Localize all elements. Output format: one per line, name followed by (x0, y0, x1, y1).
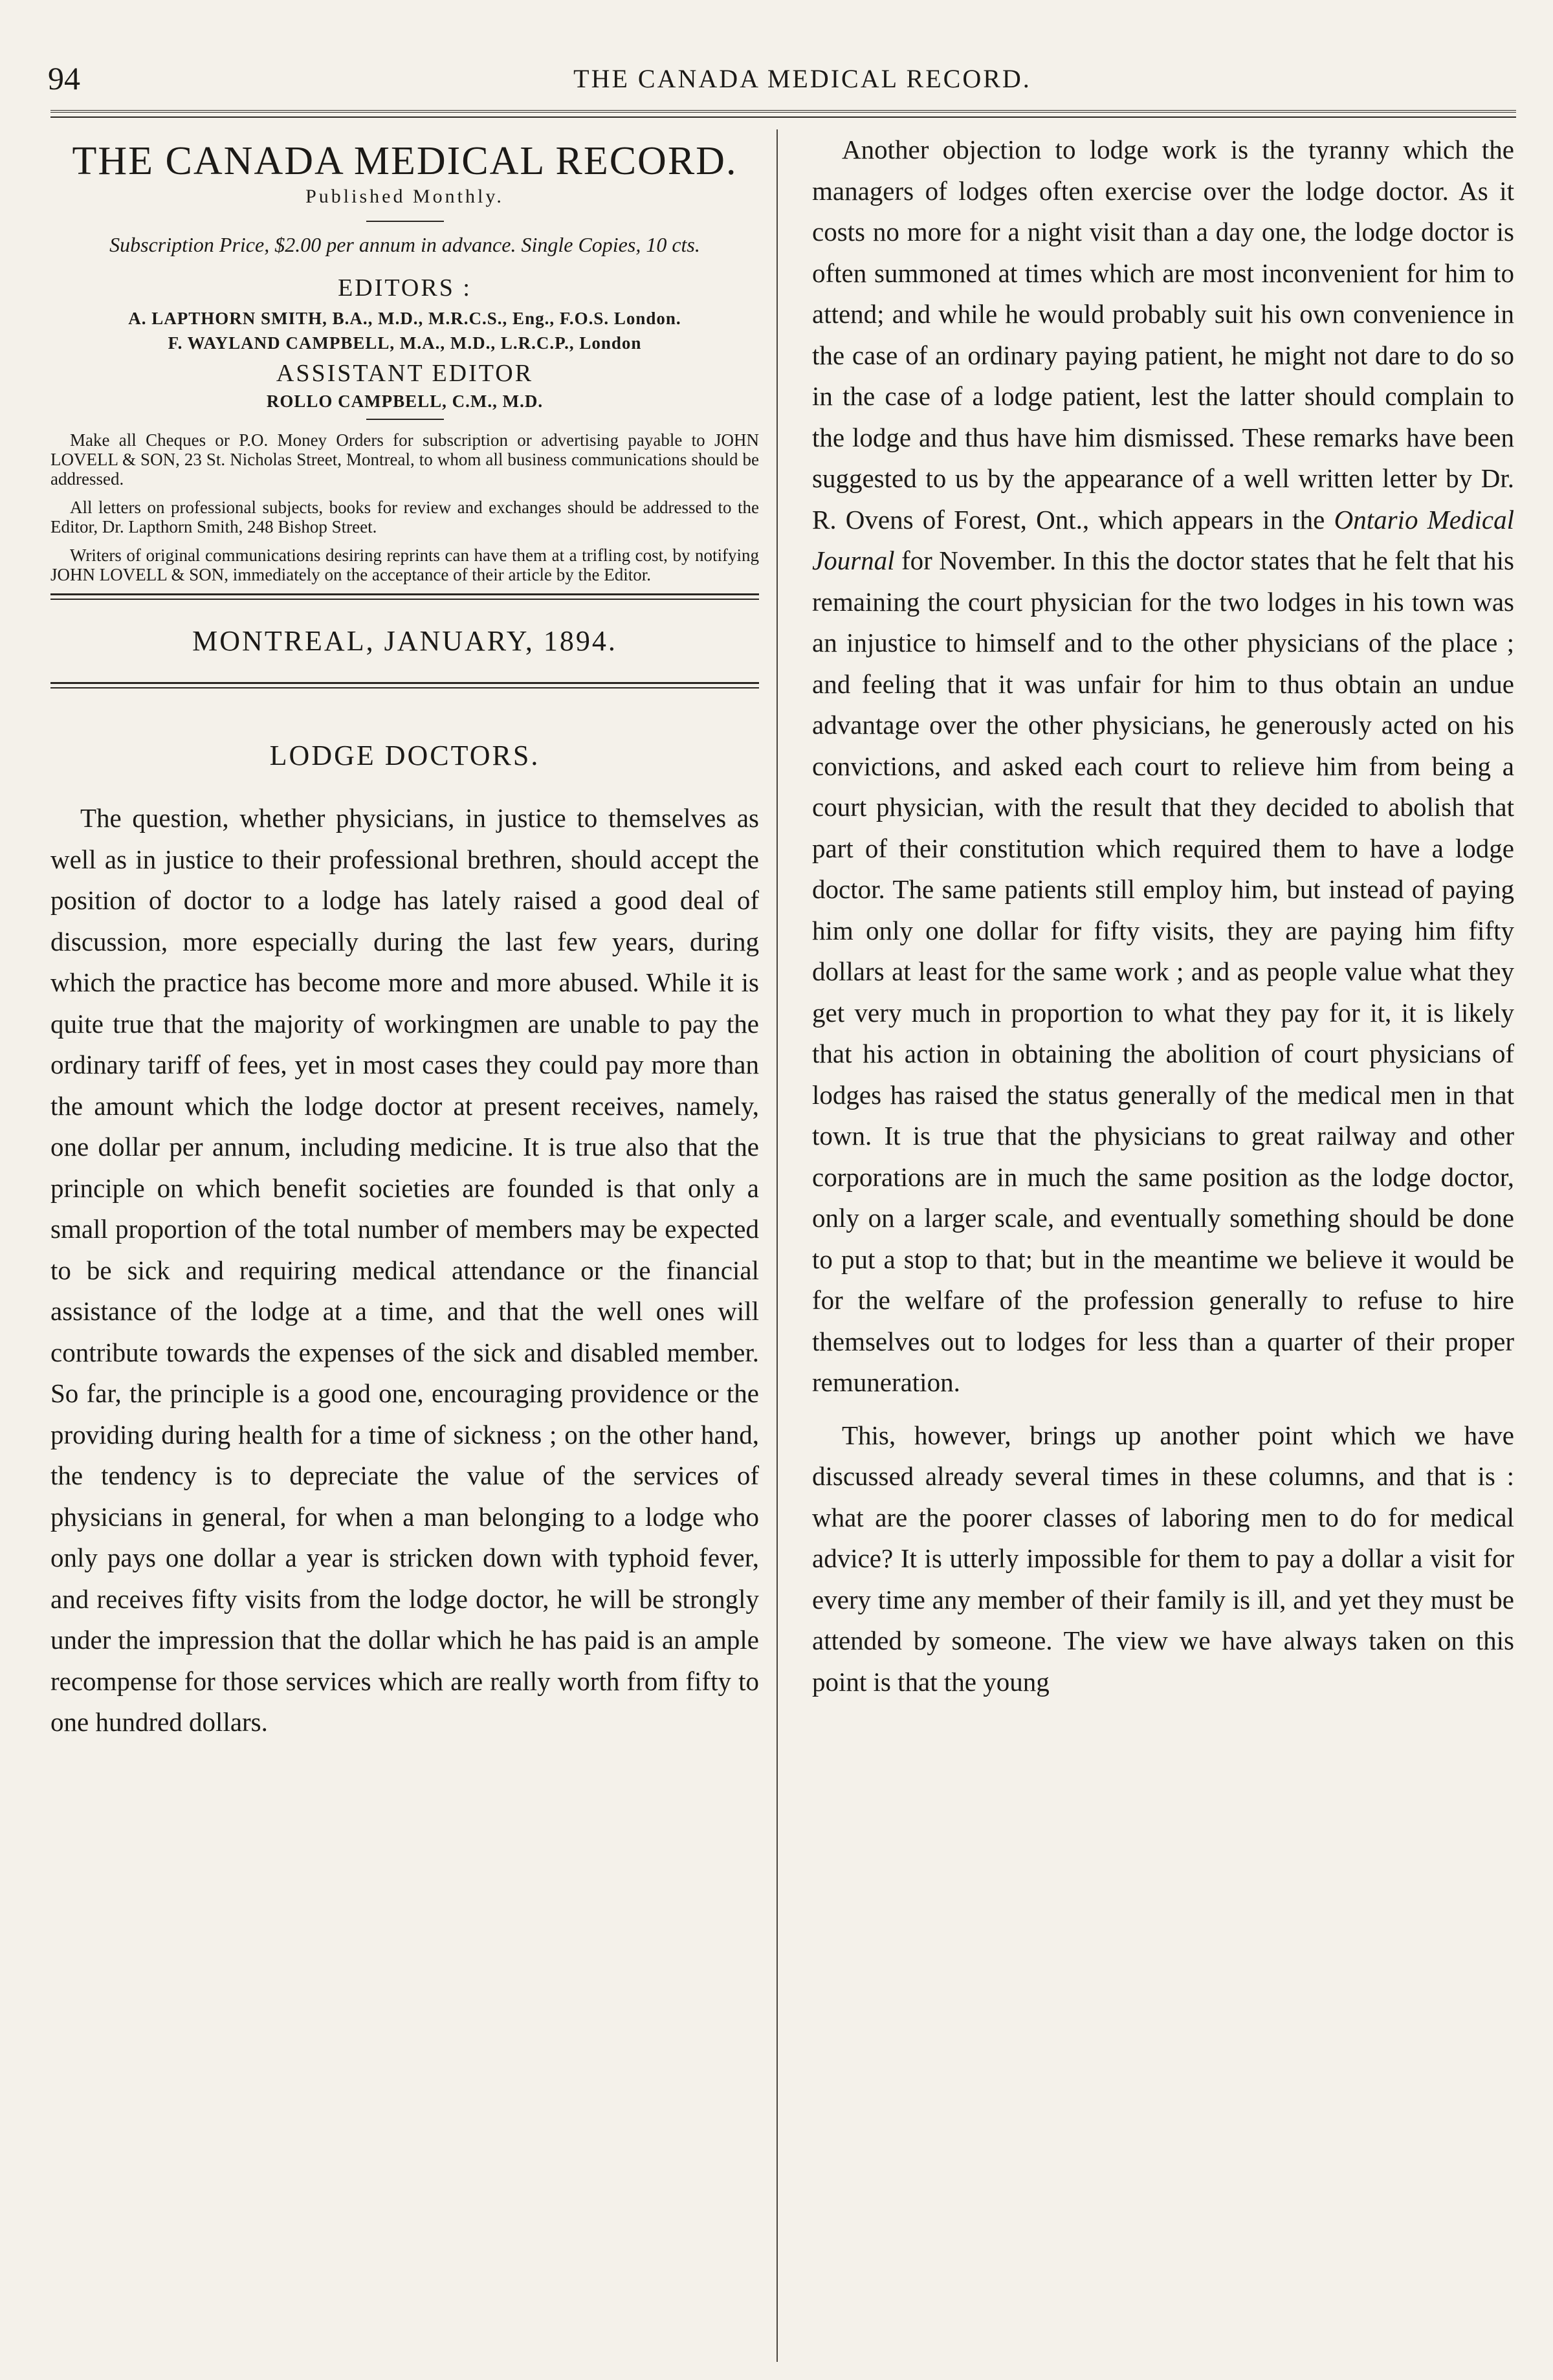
running-title: THE CANADA MEDICAL RECORD. (573, 64, 1031, 93)
page-number: 94 (48, 60, 80, 96)
header-rule (50, 110, 1516, 118)
assistant-editor-heading: ASSISTANT EDITOR (276, 360, 534, 387)
masthead-rule (366, 221, 444, 222)
paragraph-text: Another objection to lodge work is the tyranny which the managers of lodges often exercise over the lodge doctor. As it costs no more for a night visit than a day one, the lodge doctor is often summoned at times which are most inconvenient for him to attend; and while he would probably suit his own convenience in the case of an ordinary paying patient, he might not dare to do so in the case of a lodge patient, lest the latter should complain to the lodge and thus have him dismissed. These remarks have been suggested to us by the appearance of a well written letter by Dr. R. Ovens of Forest, Ont., which appears in the (812, 135, 1514, 534)
dateline: MONTREAL, JANUARY, 1894. (192, 625, 617, 657)
article-paragraph: This, however, brings up another point which we have discussed already several times in these columns, and that is : what are the poorer classes of laboring men to do for medical advice? It is utterly impossible for them to pay a dollar a visit for every time any member of their family is ill, and yet they must be attended by someone. The view we have always taken on this point is that the young (812, 1420, 1514, 1697)
assistant-editor-name: ROLLO CAMPBELL, C.M., M.D. (266, 391, 544, 411)
left-column (50, 129, 759, 1743)
column-divider (776, 129, 778, 2362)
notice-payment: Make all Cheques or P.O. Money Orders for subscription or advertising payable to JOHN LOVELL & SON, 23 St. Nicholas Street, Montreal, to whom all business communications should be addressed. (50, 430, 759, 489)
notice-rule (366, 419, 444, 420)
article-paragraph: The question, whether physicians, in justice to themselves as well as in justice to their professional brethren, should accept the position of doctor to a lodge has lately raised a good deal of discussion, more especially during the last few years, during which the practice has become more and more abused. While it is quite true that the majority of workingmen are unable to pay the ordinary tariff of fees, yet in most cases they could pay more than the amount which the lodge doctor at present receives, namely, one dollar per annum, including medicine. It is true also that the principle on which benefit societies are founded is that only a small proportion of the total number of members may be expected to be sick and requiring medical attendance or the financial assistance of the lodge at a time, and that the well ones will contribute towards the expenses of the sick and disabled member. So far, the principle is a good one, encouraging providence or the providing during health for a time of sickness ; on the other hand, the tendency is to depreciate the value of the services of physicians in general, for when a man belonging to a lodge who only pays one dollar a year is stricken down with typhoid fever, and receives fifty visits from the lodge doctor, he will be strongly under the impression that the dollar which he has paid is an ample recompense for those services which are really worth from fifty to one hundred dollars. (50, 803, 759, 1737)
right-column (812, 129, 1514, 1702)
paragraph-text: for November. In this the doctor states that he felt that his remaining the court physician for the two lodges in his town was an injustice to himself and to the other physicians of the place ; and feeling that it was unfair for him to thus obtain an undue advantage over the other physicians, he generously acted on his convictions, and asked each court to relieve him from being a court physician, with the result that they decided to abolish that part of their constitution which required them to have a lodge doctor. The same patients still employ him, but instead of paying him only one dollar for fifty visits, they are paying him fifty dollars at least for the same work ; and as people value what they get very much in proportion to what they pay for it, it is likely that his action in obtaining the abolition of court physicians of lodges has raised the status generally of the medical men in that town. It is true that the physicians to great railway and other corporations are in much the same position as the lodge doctor, only on a larger scale, and eventually something should be done to put a stop to that; but in the meantime we believe it would be for the welfare of the profession generally to refuse to hire themselves out to lodges for less than a quarter of their proper remuneration. (812, 545, 1515, 1397)
editor-name: A. LAPTHORN SMITH, B.A., M.D., M.R.C.S., Eng., F.O.S. London. (128, 309, 681, 328)
subscription-price: Subscription Price, $2.00 per annum in advance. Single Copies, 10 cts. (109, 233, 700, 256)
notice-letters: All letters on professional subjects, books for review and exchanges should be addressed to the Editor, Dr. Lapthorn Smith, 248 Bishop Street. (50, 498, 759, 536)
editor-name: F. WAYLAND CAMPBELL, M.A., M.D., L.R.C.P., London (168, 333, 642, 353)
notice-reprints: Writers of original communications desiring reprints can have them at a trifling cost, by notifying JOHN LOVELL & SON, immediately on the acceptance of their article by the Editor. (50, 545, 759, 584)
article-title: LODGE DOCTORS. (269, 740, 540, 771)
masthead-subtitle: Published Monthly. (305, 186, 504, 207)
editors-heading: EDITORS : (338, 274, 472, 302)
masthead-title: THE CANADA MEDICAL RECORD. (72, 139, 738, 183)
journal-name: Ontario Medical Journal (812, 504, 1514, 575)
running-head (26, 60, 1514, 98)
section-rule (50, 593, 759, 600)
article-paragraph (812, 129, 1514, 1404)
section-rule (50, 682, 759, 689)
